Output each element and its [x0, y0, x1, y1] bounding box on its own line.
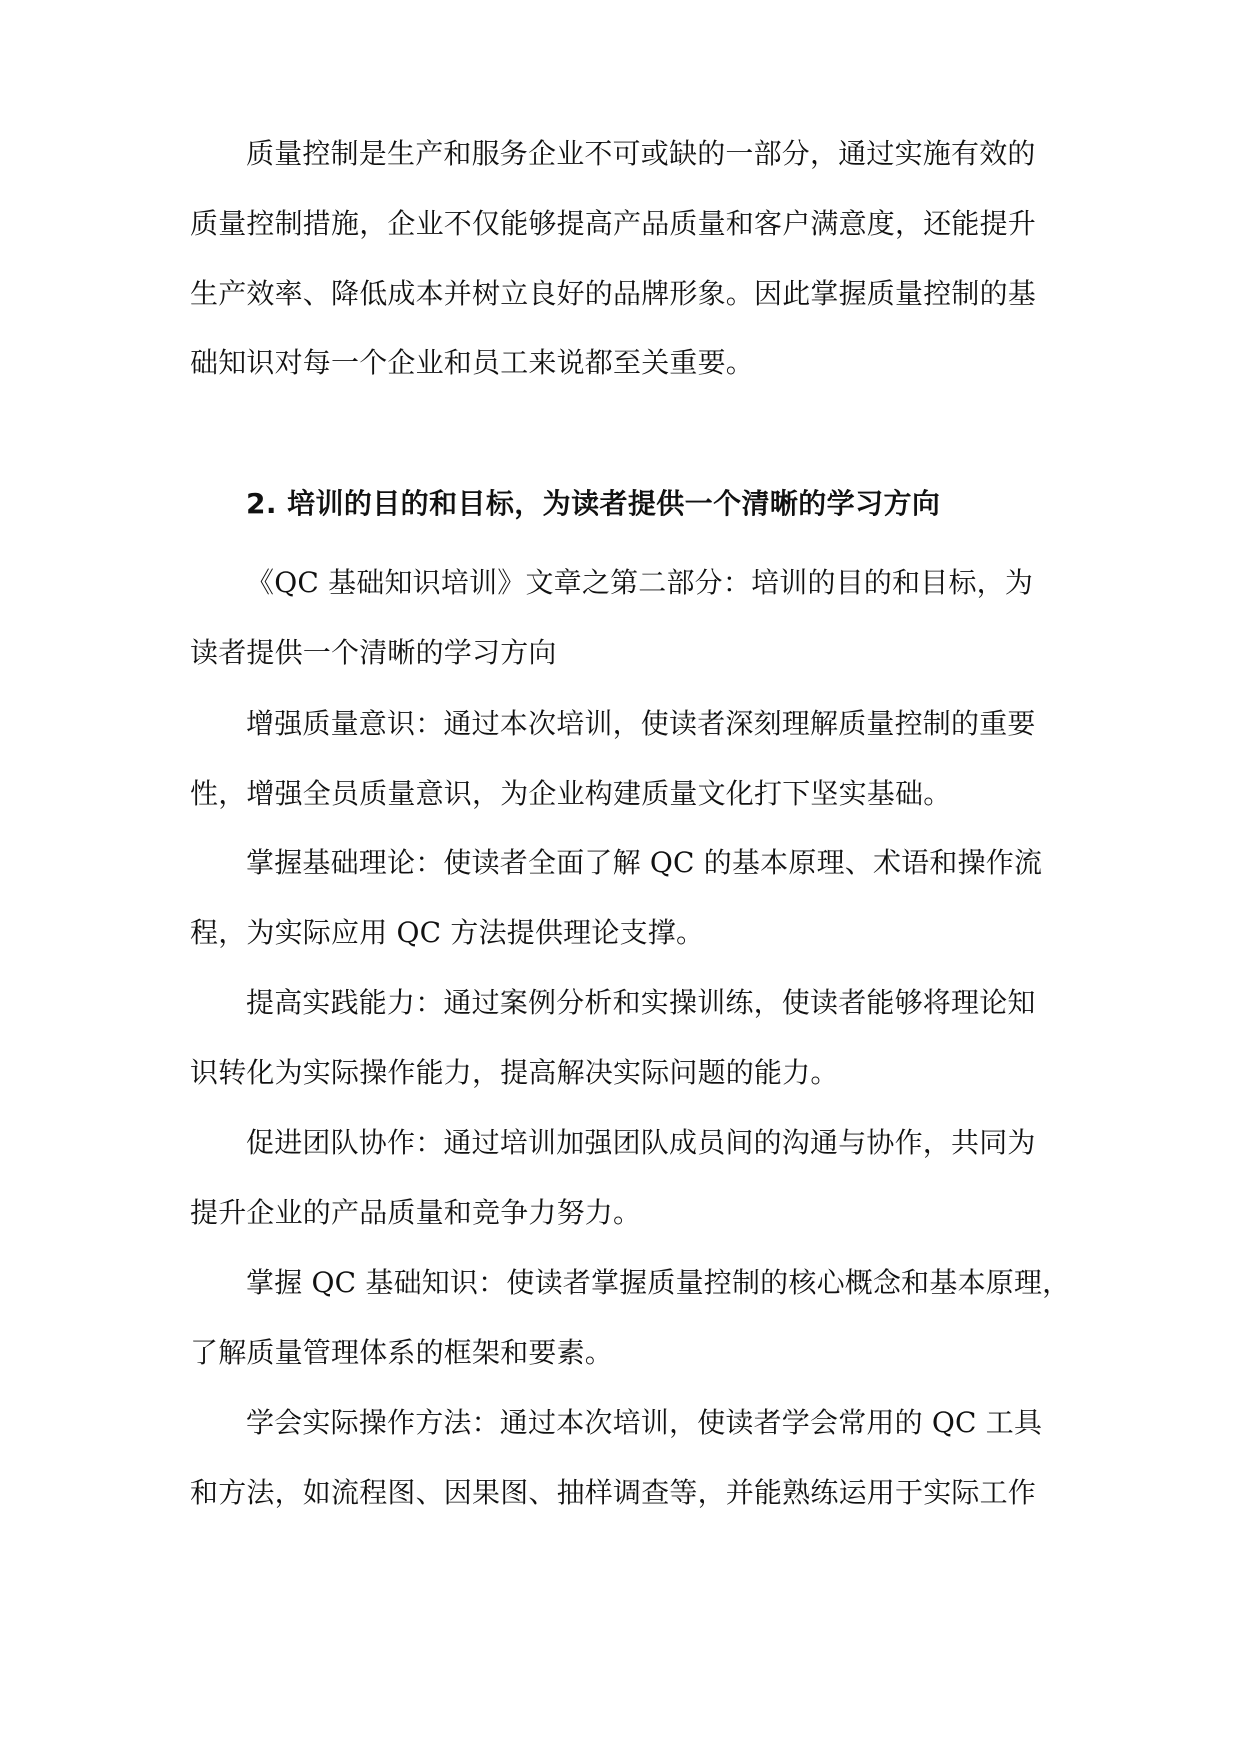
intro-line-4: 础知识对每一个企业和员工来说都至关重要。 — [190, 346, 755, 379]
paragraph-7-line-1: 学会实际操作方法：通过本次培训，使读者学会常用的 QC 工具 — [246, 1406, 1043, 1439]
intro-line-1: 质量控制是生产和服务企业不可或缺的一部分，通过实施有效的 — [246, 137, 1036, 170]
section-heading: 2. 培训的目的和目标，为读者提供一个清晰的学习方向 — [246, 487, 941, 520]
paragraph-4-line-1: 提高实践能力：通过案例分析和实操训练，使读者能够将理论知 — [246, 986, 1036, 1019]
paragraph-2-line-2: 性，增强全员质量意识，为企业构建质量文化打下坚实基础。 — [190, 777, 952, 810]
paragraph-4-line-2: 识转化为实际操作能力，提高解决实际问题的能力。 — [190, 1056, 839, 1089]
paragraph-5-line-2: 提升企业的产品质量和竞争力努力。 — [190, 1196, 642, 1229]
paragraph-5-line-1: 促进团队协作：通过培训加强团队成员间的沟通与协作，共同为 — [246, 1126, 1036, 1159]
intro-line-2: 质量控制措施，企业不仅能够提高产品质量和客户满意度，还能提升 — [190, 207, 1037, 240]
paragraph-2-line-1: 增强质量意识：通过本次培训，使读者深刻理解质量控制的重要 — [246, 707, 1036, 740]
paragraph-1-line-2: 读者提供一个清晰的学习方向 — [190, 636, 557, 669]
paragraph-7-line-2: 和方法，如流程图、因果图、抽样调查等，并能熟练运用于实际工作 — [190, 1476, 1037, 1509]
paragraph-6-line-1: 掌握 QC 基础知识：使读者掌握质量控制的核心概念和基本原理， — [246, 1266, 1071, 1299]
paragraph-3-line-1: 掌握基础理论：使读者全面了解 QC 的基本原理、术语和操作流 — [246, 846, 1043, 879]
paragraph-6-line-2: 了解质量管理体系的框架和要素。 — [190, 1336, 614, 1369]
paragraph-1-line-1: 《QC 基础知识培训》文章之第二部分：培训的目的和目标，为 — [246, 566, 1034, 599]
paragraph-3-line-2: 程，为实际应用 QC 方法提供理论支撑。 — [190, 916, 705, 949]
intro-line-3: 生产效率、降低成本并树立良好的品牌形象。因此掌握质量控制的基 — [190, 277, 1037, 310]
